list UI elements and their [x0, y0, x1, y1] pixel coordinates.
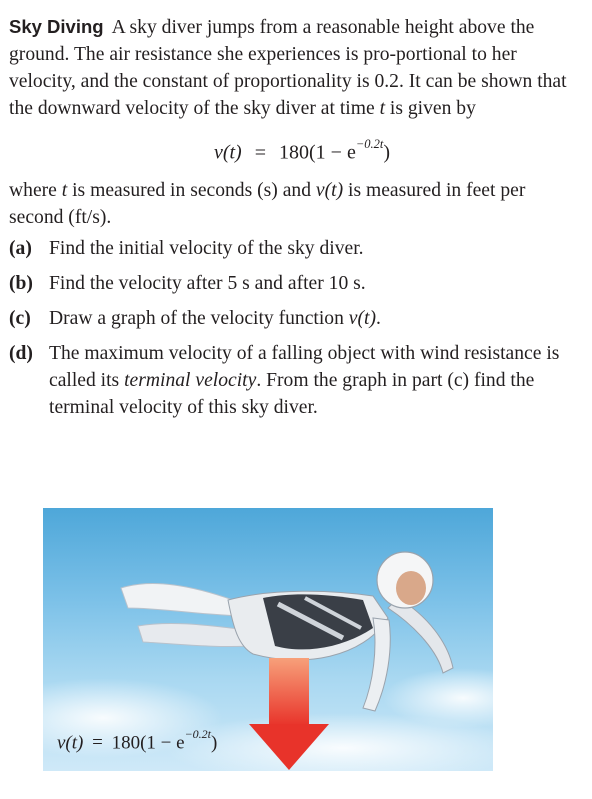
part-d-text-2: . From the graph in part (c) find the terminal velocity of this sky diver.	[49, 369, 535, 418]
caption-lhs: v(t)	[57, 732, 84, 754]
caption-rhs: 180(1 − e	[111, 732, 185, 754]
part-d-emphasis: terminal velocity	[124, 369, 257, 391]
intro-text-2: is given by	[385, 98, 476, 119]
where-variable: t	[61, 179, 68, 201]
part-d-text-1: The maximum velocity of a falling object with wind resistance is called its	[49, 342, 560, 391]
caption-equals: =	[92, 732, 103, 754]
where-text-1: where	[9, 179, 62, 201]
caption-exponent: −0.2t	[184, 727, 212, 741]
velocity-formula	[9, 134, 569, 167]
formula-equals: =	[254, 141, 266, 164]
sky-diver-photo	[43, 508, 493, 771]
problem-text	[9, 13, 569, 429]
part-a-label: (a)	[9, 237, 32, 259]
formula-rhs: 180(1 − e	[279, 141, 356, 164]
diver-arm	[388, 598, 453, 673]
part-c	[9, 305, 569, 332]
intro-text-1: A sky diver jumps from a reasonable height above the ground. The air resistance she experiences is pro-portional to her velocity, and the constant of proportionality is 0.2. It can be shown that the downward velocity of the sky diver at time	[9, 17, 567, 119]
part-c-text-1: Draw a graph of the velocity function	[49, 307, 349, 329]
question-parts	[9, 235, 569, 421]
where-text-2: is measured in seconds (s) and	[67, 179, 316, 201]
formula-exponent: −0.2t	[355, 137, 384, 151]
part-a	[9, 235, 569, 262]
formula-lhs: v(t)	[213, 141, 242, 164]
part-c-text-2: .	[376, 307, 381, 329]
part-b-text: Find the velocity after 5 s and after 10 s.	[49, 272, 366, 294]
part-b-label: (b)	[9, 272, 33, 294]
velocity-arrow-shaft	[269, 658, 309, 726]
where-function: v(t)	[315, 179, 344, 201]
part-b	[9, 270, 569, 297]
part-c-label: (c)	[9, 307, 31, 329]
part-d-label: (d)	[9, 342, 33, 364]
intro-variable: t	[379, 98, 386, 119]
part-a-text: Find the initial velocity of the sky diver.	[49, 237, 364, 259]
problem-title: Sky Diving	[9, 16, 104, 37]
where-paragraph	[9, 177, 569, 231]
part-c-function: v(t)	[348, 307, 376, 329]
part-d	[9, 340, 569, 421]
where-text-3: is measured in feet per second (ft/s).	[9, 179, 526, 228]
diver-face	[396, 571, 426, 605]
formula-close: )	[383, 141, 391, 164]
caption-close: )	[211, 732, 218, 754]
intro-paragraph	[9, 13, 569, 122]
figure-caption	[57, 727, 218, 754]
